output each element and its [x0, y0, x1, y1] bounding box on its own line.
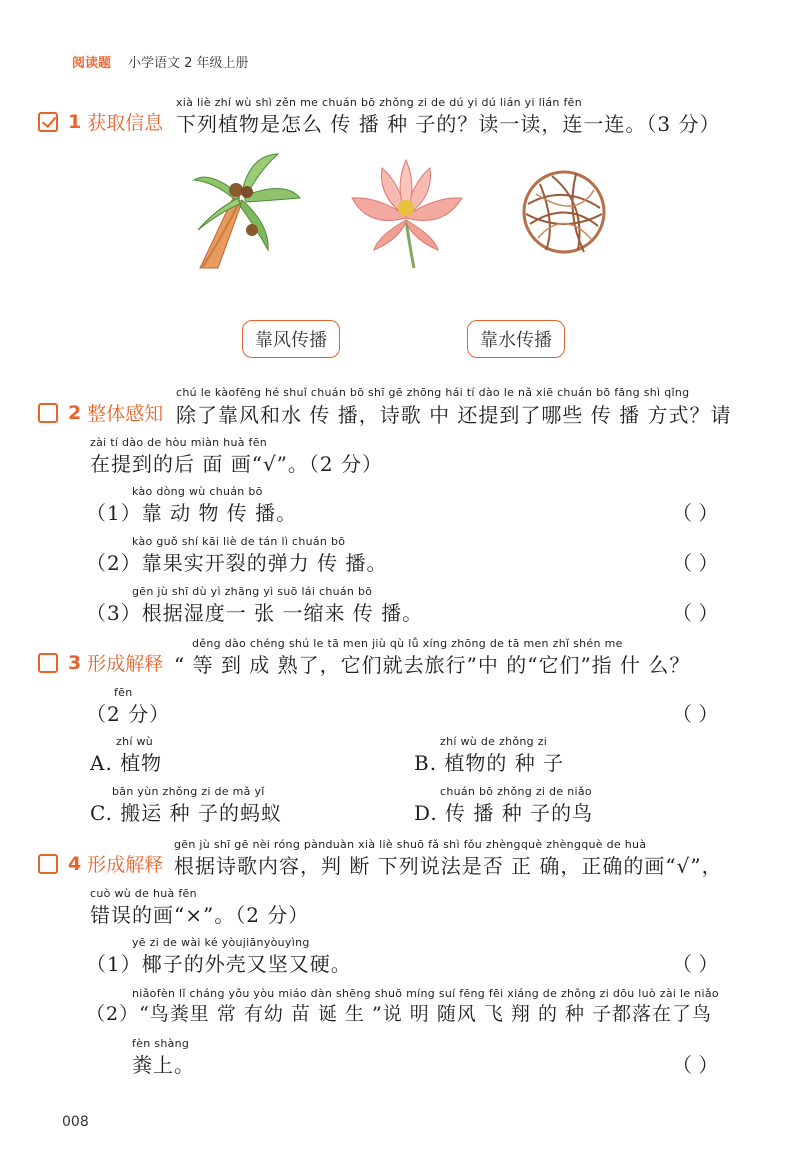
- q3-option-d[interactable]: D. 传 播 种 子的鸟: [414, 801, 594, 825]
- q2-item1-pinyin: kào dòng wù chuán bō: [132, 485, 263, 498]
- q4-header: [38, 850, 163, 877]
- q4-label: 形成解释: [87, 854, 164, 876]
- q4-item2-text: （2）“鸟粪里 常 有幼 苗 诞 生 ”说 明 随风 飞 翔 的 种 子都落在了鸟: [86, 1003, 713, 1025]
- q4-item2-answer-blank[interactable]: （ ）: [672, 1053, 719, 1077]
- q2-item1-text: （1）靠 动 物 传 播。: [86, 501, 298, 525]
- q1-number: 1: [68, 110, 82, 133]
- section-tag: 阅读题: [72, 56, 112, 71]
- q3-answer-blank[interactable]: （ ）: [672, 702, 719, 726]
- q4-checkbox[interactable]: [38, 854, 58, 874]
- q2-item3-pinyin: gēn jù shī dù yì zhāng yì suō lái chuán bō: [132, 585, 373, 598]
- option-water-dispersal[interactable]: 靠水传播: [467, 320, 565, 358]
- q4-pinyin-line1: gēn jù shī gē nèi róng pànduàn xià liè shuō fǎ shì fǒu zhèngquè zhèngquè de huà: [174, 838, 647, 851]
- q3-label: 形成解释: [87, 653, 164, 675]
- coconut-palm-image: [190, 150, 302, 272]
- q4-line2: 错误的画“×”。（2 分）: [90, 903, 310, 927]
- q2-item3-text: （3）根据湿度一 张 一缩来 传 播。: [86, 601, 424, 625]
- q2-number: 2: [68, 401, 82, 424]
- q1-header: [38, 108, 163, 135]
- q4-pinyin-line2: cuò wù de huà fēn: [90, 887, 197, 900]
- q3-pinyin-line2: fēn: [114, 686, 133, 699]
- q2-item2-pinyin: kào guǒ shí kāi liè de tán lì chuán bō: [132, 535, 346, 548]
- q4-item1-text: （1）椰子的外壳又坚又硬。: [86, 952, 352, 976]
- tumbleweed-image: [516, 164, 612, 260]
- page-number: 008: [62, 1114, 89, 1130]
- q3-optD-pinyin: chuán bō zhǒng zi de niǎo: [440, 785, 592, 798]
- q2-checkbox[interactable]: [38, 403, 58, 423]
- q3-option-a[interactable]: A. 植物: [90, 751, 163, 775]
- q3-line1: “ 等 到 成 熟了，它们就去旅行”中 的“它们”指 什 么？: [174, 653, 691, 677]
- q3-line2: （2 分）: [86, 702, 171, 726]
- q1-text: 下列植物是怎么 传 播 种 子的？读一读，连一连。（3 分）: [176, 112, 721, 136]
- q4-item1-answer-blank[interactable]: （ ）: [672, 952, 719, 976]
- q2-pinyin-line2: zài tí dào de hòu miàn huà fēn: [90, 436, 268, 449]
- q2-item1-answer-blank[interactable]: （ ）: [672, 501, 719, 525]
- q3-option-b[interactable]: B. 植物的 种 子: [414, 751, 565, 775]
- q1-label: 获取信息: [87, 112, 164, 134]
- q3-optB-pinyin: zhí wù de zhǒng zi: [440, 735, 548, 748]
- q2-line1: 除了靠风和水 传 播，诗歌 中 还提到了哪些 传 播 方式？请: [176, 403, 732, 427]
- q4-item2-pinyin: niǎofèn lǐ cháng yǒu yòu miáo dàn shēng shuō míng suí fēng fēi xiáng de zhǒng zi dōu luò zài le niǎo: [132, 987, 719, 1000]
- q3-optC-pinyin: bān yùn zhǒng zi de mǎ yǐ: [112, 785, 265, 798]
- option-wind-dispersal[interactable]: 靠风传播: [242, 320, 340, 358]
- q2-pinyin-line1: chú le kàofēng hé shuǐ chuán bō shī gē zhōng hái tí dào le nǎ xiē chuán bō fāng shì qǐng: [176, 386, 690, 399]
- q4-item2-cont-text: 粪上。: [132, 1053, 195, 1077]
- q3-header: [38, 649, 163, 676]
- q2-label: 整体感知: [87, 403, 164, 425]
- q2-line2: 在提到的后 面 画“√”。（2 分）: [90, 452, 383, 476]
- lotus-flower-image: [348, 158, 466, 270]
- q4-line1: 根据诗歌内容，判 断 下列说法是否 正 确，正确的画“√”，: [174, 854, 723, 878]
- q2-item2-answer-blank[interactable]: （ ）: [672, 551, 719, 575]
- q4-item1-pinyin: yē zi de wài ké yòujiānyòuyìng: [132, 936, 310, 949]
- q3-option-c[interactable]: C. 搬运 种 子的蚂蚁: [90, 801, 283, 825]
- q4-number: 4: [68, 852, 82, 875]
- q3-checkbox[interactable]: [38, 653, 58, 673]
- q1-checkbox[interactable]: [38, 112, 58, 132]
- q2-header: [38, 399, 163, 426]
- q2-item3-answer-blank[interactable]: （ ）: [672, 601, 719, 625]
- q1-pinyin: xià liè zhí wù shì zěn me chuán bō zhǒng zi de dú yi dú lián yi lián fēn: [176, 96, 582, 109]
- q3-pinyin-line1: děng dào chéng shú le tā men jiù qù lǚ xíng zhōng de tā men zhǐ shén me: [192, 637, 623, 650]
- q3-optA-pinyin: zhí wù: [116, 735, 154, 748]
- q3-number: 3: [68, 651, 82, 674]
- q4-item2-cont-pinyin: fèn shàng: [132, 1037, 190, 1050]
- book-title: 小学语文 2 年级上册: [128, 56, 249, 71]
- q2-item2-text: （2）靠果实开裂的弹力 传 播。: [86, 551, 388, 575]
